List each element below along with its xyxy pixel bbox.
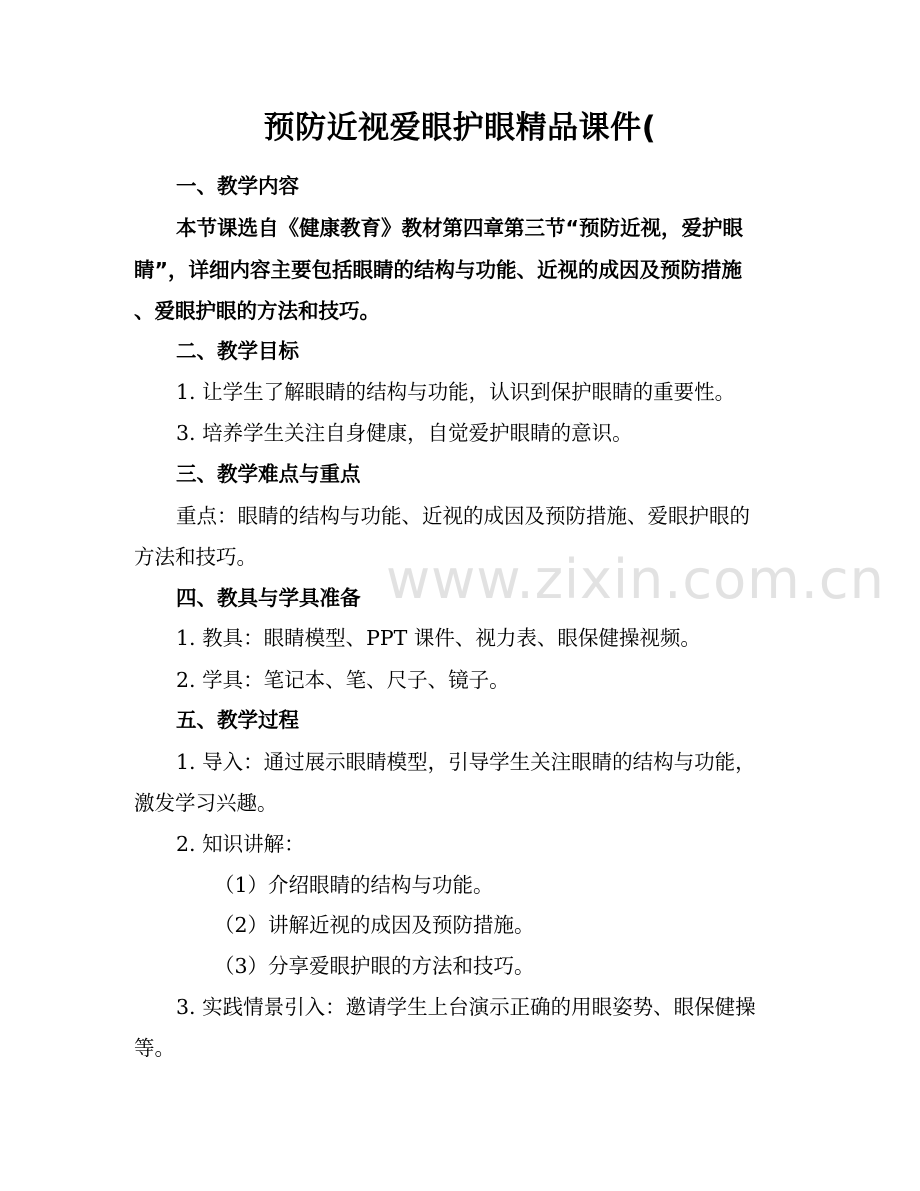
paragraph-line: 本节课选自《健康教育》教材第四章第三节“预防近视，爱护眼 xyxy=(176,216,743,240)
paragraph-line: 、爱眼护眼的方法和技巧。 xyxy=(134,299,380,323)
list-item: 2. 知识讲解： xyxy=(176,832,305,856)
paragraph-line: 重点：眼睛的结构与功能、近视的成因及预防措施、爱眼护眼的 xyxy=(176,504,750,528)
list-item: 2. 学具：笔记本、笔、尺子、镜子。 xyxy=(176,668,510,692)
watermark: www.zixin.com.cn xyxy=(386,548,885,611)
list-item-continuation: 等。 xyxy=(134,1036,175,1060)
section-heading-content: 一、教学内容 xyxy=(176,174,299,198)
list-item: 3. 实践情景引入：邀请学生上台演示正确的用眼姿势、眼保健操 xyxy=(176,995,756,1019)
paragraph-line: 睛”，详细内容主要包括眼睛的结构与功能、近视的成因及预防措施 xyxy=(134,258,742,282)
list-item: 1. 导入：通过展示眼睛模型，引导学生关注眼睛的结构与功能， xyxy=(176,750,756,774)
sub-list-item: （1）介绍眼睛的结构与功能。 xyxy=(214,873,494,897)
section-heading-difficulties: 三、教学难点与重点 xyxy=(176,462,361,486)
section-heading-materials: 四、教具与学具准备 xyxy=(176,586,361,610)
paragraph-line: 方法和技巧。 xyxy=(134,545,257,569)
sub-list-item: （3）分享爱眼护眼的方法和技巧。 xyxy=(214,954,535,978)
list-item: 1. 让学生了解眼睛的结构与功能，认识到保护眼睛的重要性。 xyxy=(176,380,736,404)
list-item: 3. 培养学生关注自身健康，自觉爱护眼睛的意识。 xyxy=(176,421,633,445)
list-item-continuation: 激发学习兴趣。 xyxy=(134,791,278,815)
sub-list-item: （2）讲解近视的成因及预防措施。 xyxy=(214,913,535,937)
list-item: 1. 教具：眼睛模型、PPT 课件、视力表、眼保健操视频。 xyxy=(176,626,701,650)
section-heading-objectives: 二、教学目标 xyxy=(176,339,299,363)
section-heading-process: 五、教学过程 xyxy=(176,708,299,732)
document-title: 预防近视爱眼护眼精品课件( xyxy=(263,110,657,146)
